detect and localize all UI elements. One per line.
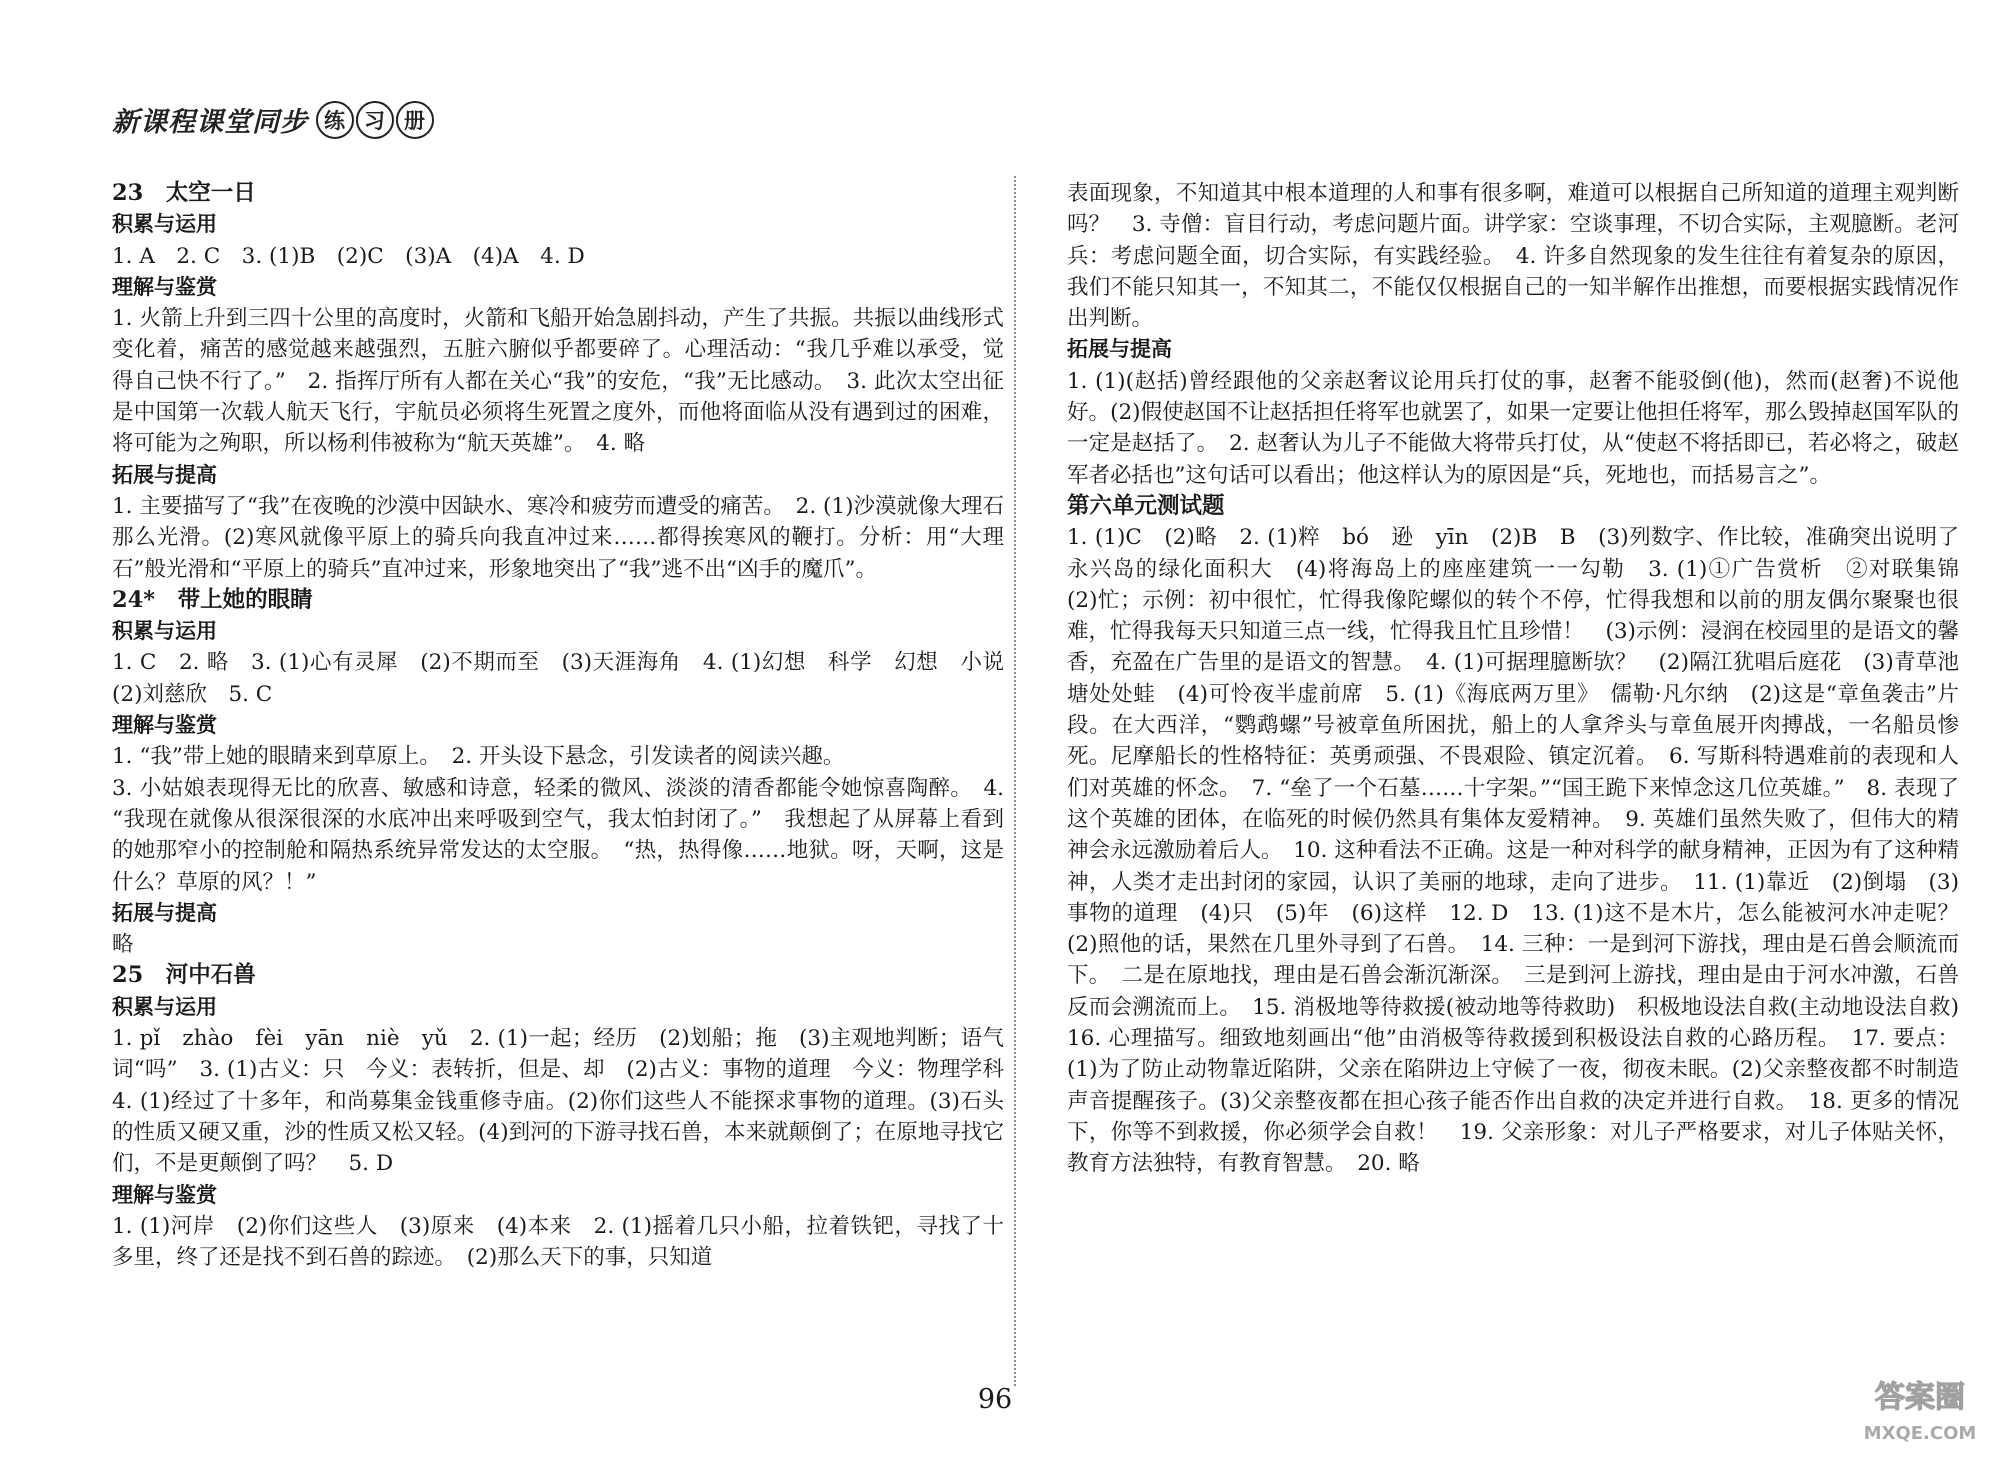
answer-paragraph: 1. 火箭上升到三四十公里的高度时，火箭和飞船开始急剧抖动，产生了共振。共振以曲线形式变化着，痛苦的感觉越来越强烈，五脏六腑似乎都要碎了。心理活动：“我几乎难以承受，觉得自己快不行了。” 2. 指挥厅所有人都在关心“我”的安危，“我”无比感动。 3. 此次太空出征是中国第一次载人航天飞行，宇航员必须将生死置之度外，而他将面临从没有遇到过的困难，将可能为之殉职，所以杨利伟被称为“航天英雄”。 4. 略 bbox=[112, 306, 1004, 457]
watermark-text: 答案圈 bbox=[1875, 1380, 1965, 1415]
section-heading: 理解与鉴赏 bbox=[112, 713, 217, 738]
answer-paragraph: 1. A 2. C 3. (1)B (2)C (3)A (4)A 4. D bbox=[112, 243, 585, 269]
series-logo bbox=[112, 100, 434, 139]
answer-paragraph: 1. “我”带上她的眼睛来到草原上。 2. 开头设下悬念，引发读者的阅读兴趣。 bbox=[112, 744, 845, 770]
answer-paragraph: 1. pǐ zhào fèi yān niè yǔ 2. (1)一起；经历 (2)划船；拖 (3)主观地判断；语气词“吗” 3. (1)古义：只 今义：表转折，但是、却 (2)古义：事物的道理 今义：物理学科 4. (1)经过了十多年，和尚募集金钱重修寺庙。(2)你们这些人不能探求事物的道理。(3)石头的性质又硬又重，沙的性质又松又轻。(4)到河的下游寻找石兽，本来就颠倒了；在原地寻找它们，不是更颠倒了吗？ 5. D bbox=[112, 1026, 1026, 1177]
answer-paragraph: 1. C 2. 略 3. (1)心有灵犀 (2)不期而至 (3)天涯海角 4. (1)幻想 科学 幻想 小说 (2)刘慈欣 5. C bbox=[112, 650, 1026, 707]
answer-paragraph: 3. 小姑娘表现得无比的欣喜、敏感和诗意，轻柔的微风、淡淡的清香都能令她惊喜陶醉。 4. “我现在就像从很深很深的水底冲出来呼吸到空气，我太怕封闭了。” 我想起了从屏幕上看到的她那窄小的控制舱和隔热系统异常发达的太空服。 “热，热得像……地狱。呀，天啊，这是什么？草原的风？！” bbox=[112, 775, 1004, 895]
answer-paragraph: 1. (1)河岸 (2)你们这些人 (3)原来 (4)本来 2. (1)摇着几只小船，拉着铁钯，寻找了十多里，终了还是找不到石兽的踪迹。 (2)那么天下的事，只知道 bbox=[112, 1213, 1004, 1271]
section-title: 第六单元测试题 bbox=[1067, 492, 1225, 519]
watermark-url: MXQE.COM bbox=[1863, 1423, 1977, 1444]
section-heading: 积累与运用 bbox=[112, 212, 217, 237]
section-heading: 积累与运用 bbox=[112, 994, 217, 1019]
logo-circle-char: 册 bbox=[396, 101, 434, 139]
logo-circles bbox=[314, 101, 434, 139]
section-title: 23 太空一日 bbox=[112, 180, 256, 206]
section-heading: 积累与运用 bbox=[112, 619, 217, 644]
answer-paragraph: 1. (1)(赵括)曾经跟他的父亲赵奢议论用兵打仗的事，赵奢不能驳倒(他)，然而(赵奢)不说他好。(2)假使赵国不让赵括担任将军也就罢了，如果一定要让他担任将军，那么毁掉赵国军队的一定是赵括了。 2. 赵奢认为儿子不能做大将带兵打仗，从“使赵不将括即已，若必将之，破赵军者必括也”这句话可以看出；他这样认为的原因是“兵，死地也，而括易言之”。 bbox=[1067, 368, 1959, 488]
logo-circle-char: 练 bbox=[316, 101, 354, 139]
section-title: 25 河中石兽 bbox=[112, 962, 256, 989]
section-heading: 拓展与提高 bbox=[112, 900, 217, 925]
series-title: 新课程课堂同步 bbox=[112, 107, 308, 138]
watermark-logo bbox=[1860, 1359, 1980, 1449]
left-column bbox=[112, 178, 1026, 1273]
section-heading: 理解与鉴赏 bbox=[112, 1182, 217, 1207]
answer-paragraph: 1. 主要描写了“我”在夜晚的沙漠中因缺水、寒冷和疲劳而遭受的痛苦。 2. (1)沙漠就像大理石那么光滑。(2)寒风就像平原上的骑兵向我直冲过来……都得挨寒风的鞭打。分析：用“大理石”般光滑和“平原上的骑兵”直冲过来，形象地突出了“我”逃不出“凶手的魔爪”。 bbox=[112, 493, 1004, 582]
answer-paragraph: 1. (1)C (2)略 2. (1)粹 bó 逊 yīn (2)B B (3)列数字、作比较，准确突出说明了永兴岛的绿化面积大 (4)将海岛上的座座建筑一一勾勒 3. (1)①广告赏析 ②对联集锦 (2)忙；示例：初中很忙，忙得我像陀螺似的转个不停，忙得我想和以前的朋友偶尔聚聚也很难，忙得我每天只知道三点一线，忙得我且忙且珍惜！ (3)示例：浸润在校园里的是语文的馨香，充盈在广告里的是语文的智慧。 4. (1)可据理臆断欤？ (2)隔江犹唱后庭花 (3)青草池塘处处蛙 (4)可怜夜半虚前席 5. (1)《海底两万里》 儒勒·凡尔纳 (2)这是“章鱼袭击”片段。在大西洋，“鹦鹉螺”号被章鱼所困扰，船上的人拿斧头与章鱼展开肉搏战，一名船员惨死。尼摩船长的性格特征：英勇顽强、不畏艰险、镇定沉着。 6. 写斯科特遇难前的表现和人们对英雄的怀念。 7. “垒了一个石墓……十字架。”“国王跪下来悼念这几位英雄。” 8. 表现了这个英雄的团体，在临死的时候仍然具有集体友爱精神。 9. 英雄们虽然失败了，但伟大的精神会永远激励着后人。 10. 这种看法不正确。这是一种对科学的献身精神，正因为有了这种精神，人类才走出封闭的家园，认识了美丽的地球，走向了进步。 11. (1)靠近 (2)倒塌 (3)事物的道理 (4)只 (5)年 (6)这样 12. D 13. (1)这不是木片，怎么能被河水冲走呢？ (2)照他的话，果然在几里外寻到了石兽。 14. 三种：一是到河下游找，理由是石兽会顺流而下。 二是在原地找，理由是石兽会渐沉渐深。 三是到河上游找，理由是由于河水冲激，石兽反而会溯流而上。 15. 消极地等待救援(被动地等待救助) 积极地设法自救(主动地设法自救) 16. 心理描写。细致地刻画出“他”由消极等待救援到积极设法自救的心路历程。 17. 要点：(1)为了防止动物靠近陷阱，父亲在陷阱边上守候了一夜，彻夜未眠。(2)父亲整夜都不时制造声音提醒孩子。(3)父亲整夜都在担心孩子能否作出自救的决定并进行自救。 18. 更多的情况下，你等不到救援，你必须学会自救！ 19. 父亲形象：对儿子严格要求，对儿子体贴关怀，教育方法独特，有教育智慧。 20. 略 bbox=[1067, 525, 1981, 1177]
section-heading: 拓展与提高 bbox=[112, 462, 217, 487]
logo-circle-char: 习 bbox=[356, 101, 394, 139]
answer-paragraph: 略 bbox=[112, 932, 134, 958]
section-title: 24* 带上她的眼睛 bbox=[112, 586, 313, 613]
right-column bbox=[1067, 178, 1981, 1180]
answer-paragraph: 表面现象，不知道其中根本道理的人和事有很多啊，难道可以根据自己所知道的道理主观判断吗？ 3. 寺僧：盲目行动，考虑问题片面。讲学家：空谈事理，不切合实际，主观臆断。老河兵：考虑问题全面，切合实际，有实践经验。 4. 许多自然现象的发生往往有着复杂的原因，我们不能只知其一，不知其二，不能仅仅根据自己的一知半解作出推想，而要根据实践情况作出判断。 bbox=[1067, 181, 1959, 332]
section-heading: 拓展与提高 bbox=[1067, 337, 1172, 362]
section-heading: 理解与鉴赏 bbox=[112, 274, 217, 299]
column-divider bbox=[1014, 176, 1016, 1386]
page-number: 96 bbox=[977, 1384, 1013, 1415]
